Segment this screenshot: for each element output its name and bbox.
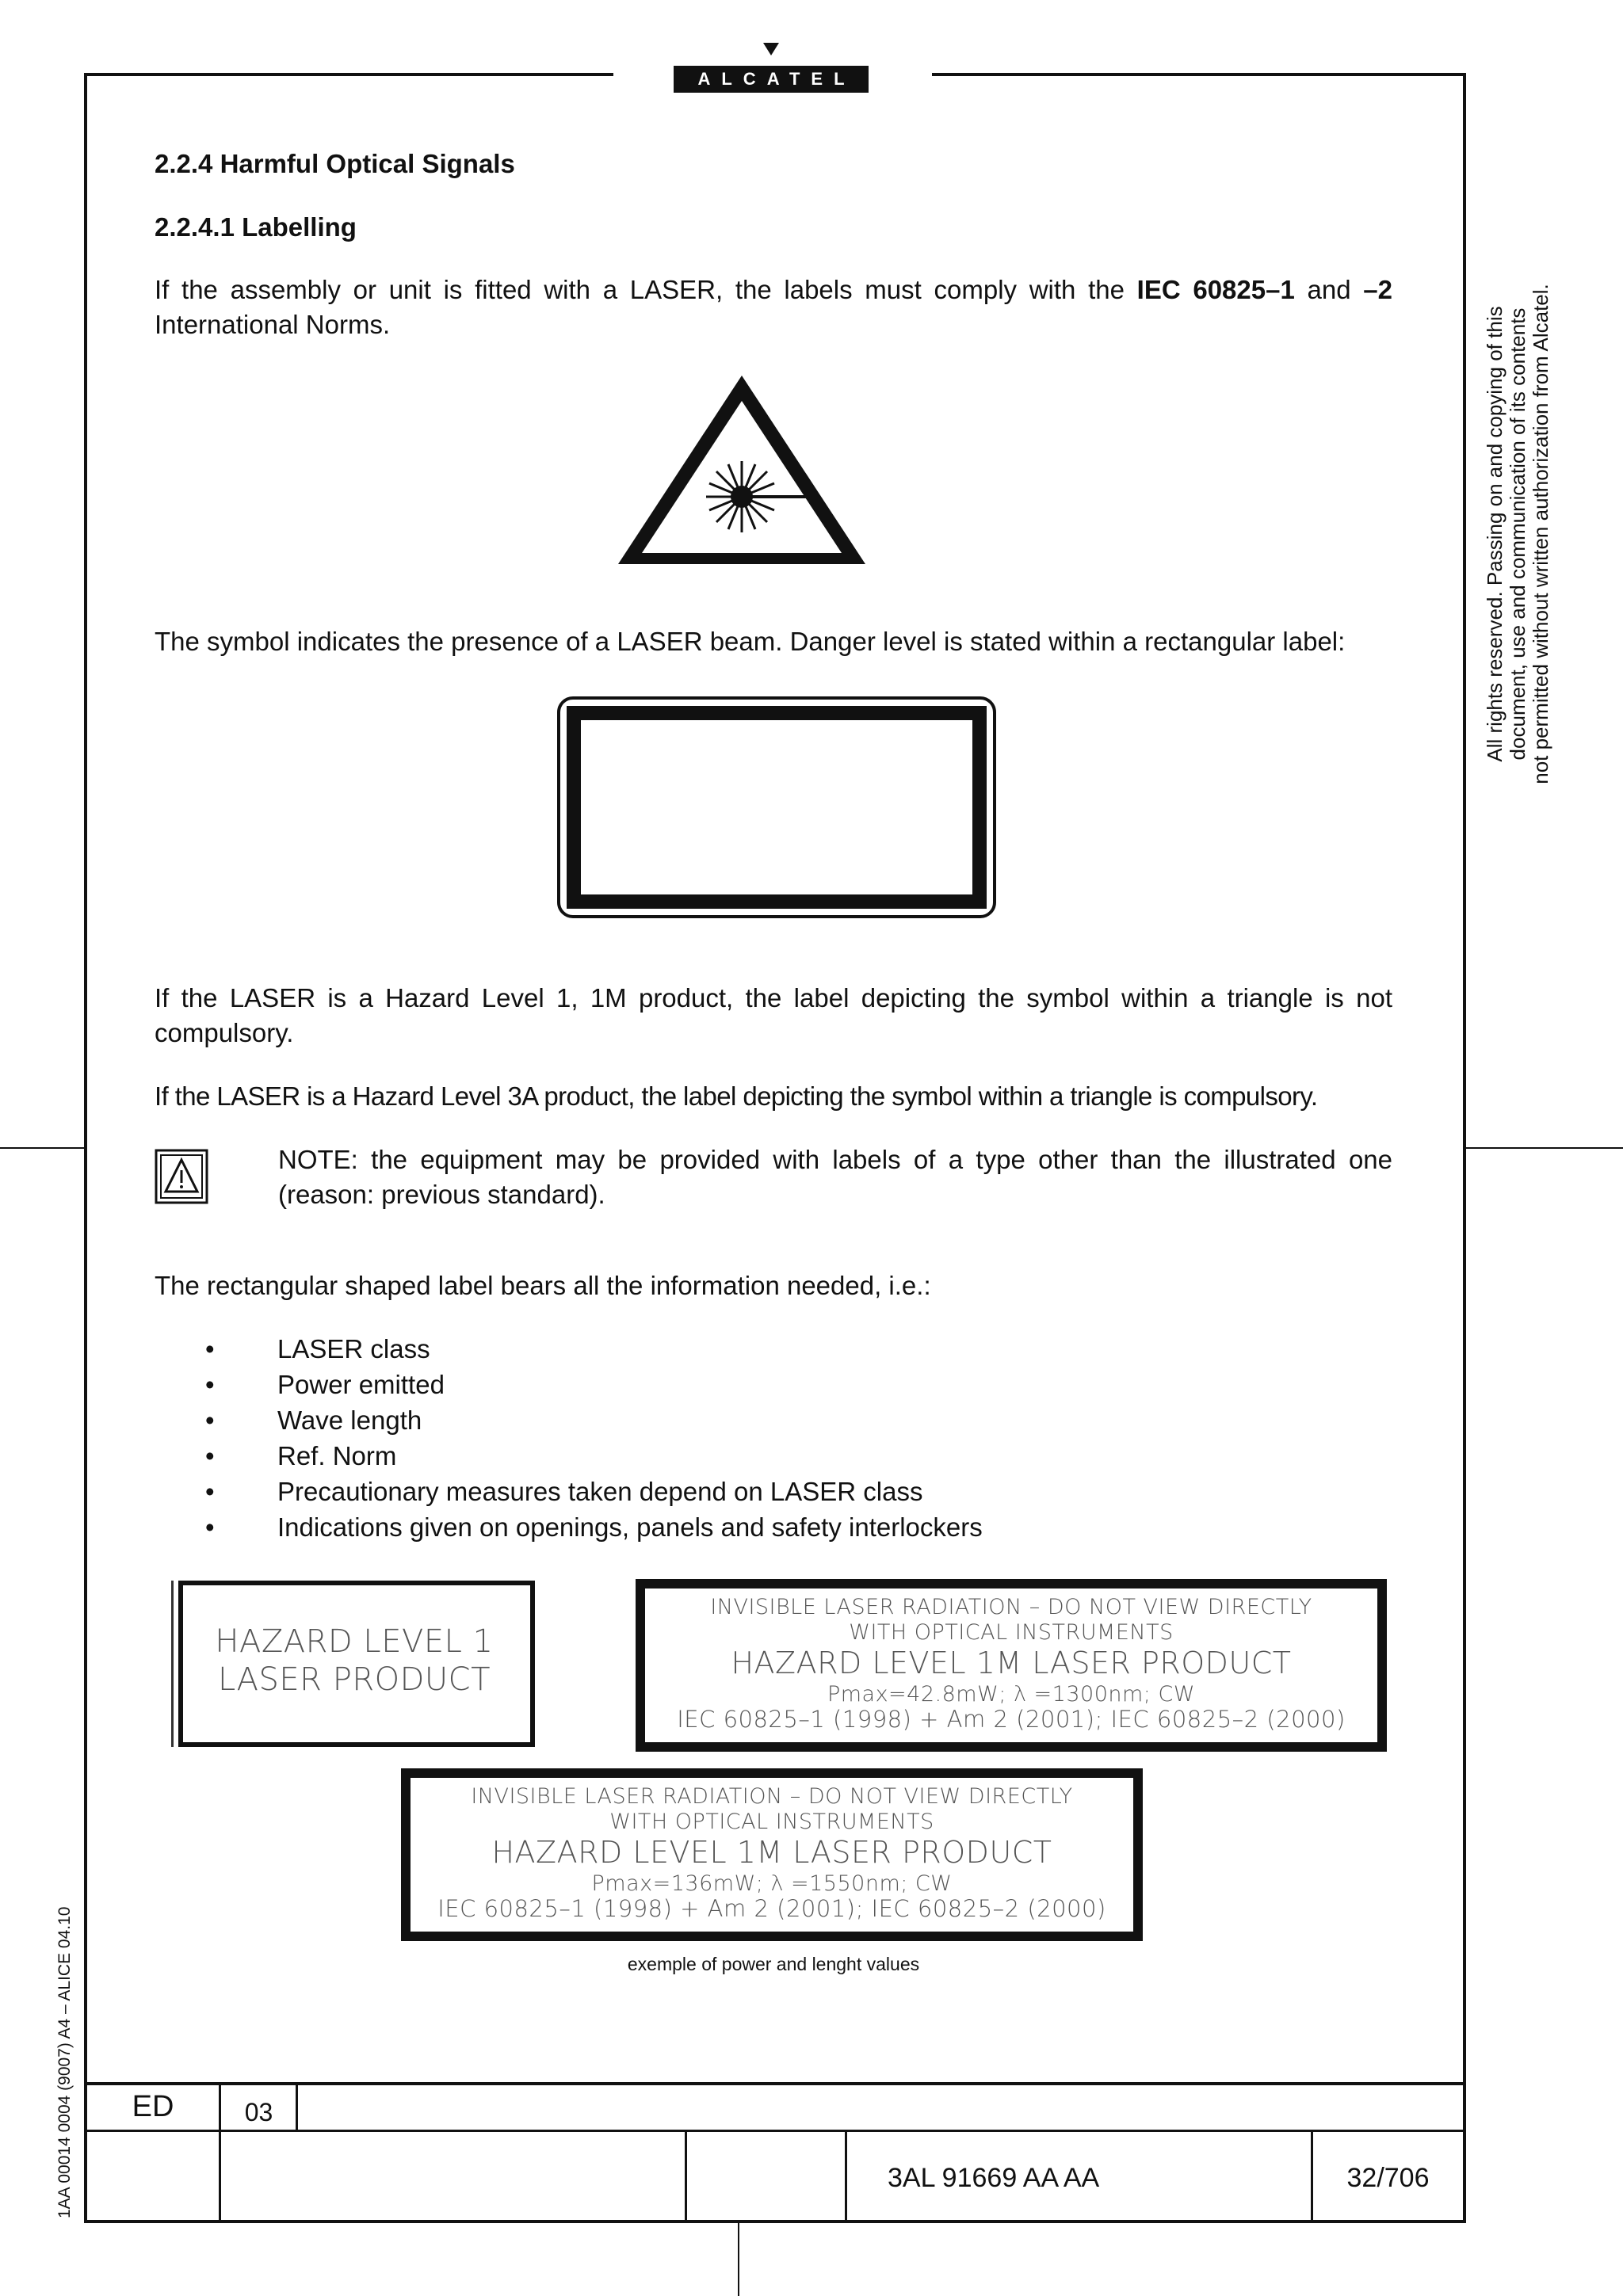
- laser-warning-triangle-icon: [615, 372, 869, 567]
- label-class-line: HAZARD LEVEL 1M LASER PRODUCT: [491, 1835, 1052, 1870]
- label-instruments-line: WITH OPTICAL INSTRUMENTS: [609, 1810, 934, 1834]
- margin-mark-bottom: [738, 2223, 739, 2296]
- footer-col-ed: [296, 2082, 298, 2130]
- page-number: 32/706: [1346, 2163, 1430, 2193]
- info-bullet-list: [155, 1331, 983, 1545]
- label-power-line: Pmax=42.8mW; λ =1300nm; CW: [827, 1682, 1196, 1707]
- list-item: • Wave length: [155, 1402, 983, 1438]
- note-text: NOTE: the equipment may be provided with labels of a type other than the illustrated one (reason: previous standard).: [278, 1145, 1392, 1209]
- frame-top-right: [932, 73, 1466, 76]
- label-line-1: HAZARD LEVEL 1: [215, 1623, 494, 1660]
- label-power-line: Pmax=136mW; λ =1550nm; CW: [591, 1871, 953, 1896]
- frame-bottom: [84, 2220, 1466, 2223]
- label-norm-line: IEC 60825–1 (1998) + Am 2 (2001); IEC 60825–2 (2000): [437, 1895, 1106, 1922]
- list-item: • Precautionary measures taken depend on LASER class: [155, 1474, 983, 1509]
- footer-col-2: [685, 2130, 687, 2223]
- footer-top-rule: [84, 2082, 1466, 2085]
- label-warning-line: INVISIBLE LASER RADIATION – DO NOT VIEW DIRECTLY: [710, 1595, 1312, 1619]
- footer-mid-rule: [84, 2130, 1466, 2132]
- section-heading: 2.2.4 Harmful Optical Signals: [155, 149, 515, 178]
- copyright-line-3: not permitted without written authorization from Alcatel.: [1529, 284, 1552, 784]
- intro-norm-2: –2: [1363, 275, 1392, 304]
- label-instruments-line: WITH OPTICAL INSTRUMENTS: [849, 1620, 1174, 1645]
- edition-label: ED: [132, 2090, 174, 2123]
- labels-caption: exemple of power and lenght values: [627, 1954, 920, 1974]
- label-warning-line: INVISIBLE LASER RADIATION – DO NOT VIEW DIRECTLY: [471, 1784, 1073, 1809]
- frame-top-left: [84, 73, 613, 76]
- rectangular-label-intro: The rectangular shaped label bears all the information needed, i.e.:: [155, 1271, 931, 1300]
- margin-mark-right: [1466, 1147, 1623, 1149]
- rectangular-label-icon: [556, 696, 997, 919]
- list-item: • Indications given on openings, panels and safety interlockers: [155, 1509, 983, 1545]
- hazard-level-1m-label-a: [636, 1579, 1387, 1752]
- copyright-line-2: document, use and communication of its contents: [1506, 307, 1529, 761]
- list-item: • Power emitted: [155, 1367, 983, 1402]
- edition-number: 03: [244, 2098, 273, 2126]
- label-line-2: LASER PRODUCT: [217, 1661, 491, 1698]
- hazard-level-1-text: If the LASER is a Hazard Level 1, 1M product, the label depicting the symbol within a triangle is not compulsory.: [155, 983, 1392, 1047]
- hazard-level-1m-label-b: [401, 1768, 1143, 1941]
- label-class-line: HAZARD LEVEL 1M LASER PRODUCT: [731, 1646, 1292, 1680]
- form-code: 1AA 00014 0004 (9007) A4 – ALICE 04.10: [55, 1906, 74, 2218]
- subsection-heading: 2.2.4.1 Labelling: [155, 212, 357, 242]
- label-norm-line: IEC 60825–1 (1998) + Am 2 (2001); IEC 60825–2 (2000): [677, 1706, 1346, 1733]
- list-item: • Ref. Norm: [155, 1438, 983, 1474]
- copyright-note: [1484, 265, 1552, 803]
- margin-mark-left: [0, 1147, 84, 1149]
- copyright-line-1: All rights reserved. Passing on and copying of this: [1483, 306, 1507, 762]
- warning-note-icon: [155, 1149, 208, 1204]
- hazard-level-1-label: [171, 1581, 535, 1747]
- footer-col-1: [219, 2082, 221, 2223]
- intro-line-1: [155, 273, 1392, 307]
- intro-norm-1: IEC 60825–1: [1136, 275, 1295, 304]
- symbol-description: The symbol indicates the presence of a LASER beam. Danger level is stated within a rectangular label:: [155, 627, 1346, 656]
- intro-text-a: If the assembly or unit is fitted with a LASER, the labels must comply with the: [155, 275, 1137, 304]
- logo-text: ALCATEL: [697, 69, 856, 89]
- intro-text-b: and: [1294, 275, 1364, 304]
- alcatel-logo: [674, 40, 869, 95]
- document-reference: 3AL 91669 AA AA: [888, 2163, 1100, 2193]
- hazard-level-3a-text: If the LASER is a Hazard Level 3A product, the label depicting the symbol within a triangle is compulsory.: [155, 1081, 1318, 1111]
- list-item: • LASER class: [155, 1331, 983, 1367]
- intro-line-2: International Norms.: [155, 310, 391, 339]
- footer-col-3: [845, 2130, 847, 2223]
- frame-left: [84, 73, 87, 2223]
